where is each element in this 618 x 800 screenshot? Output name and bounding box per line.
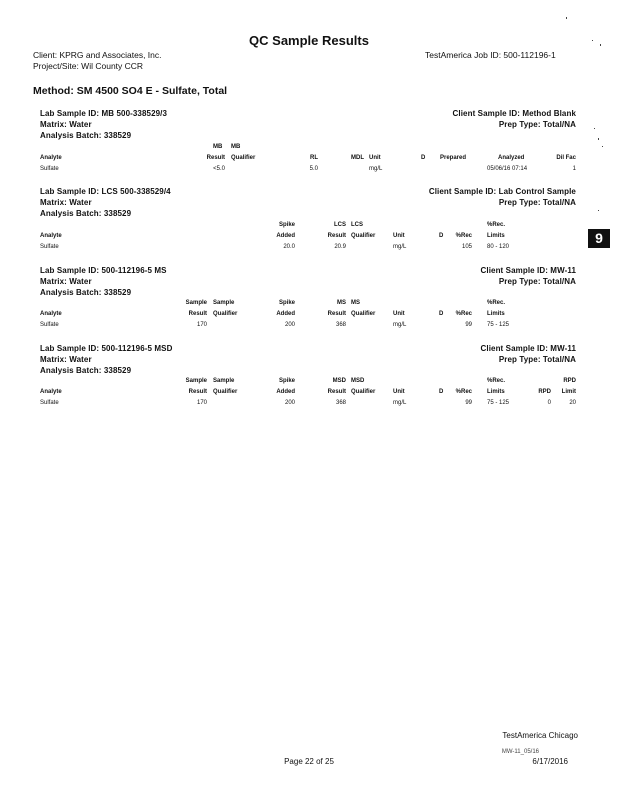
col-header: RL xyxy=(310,155,318,161)
footer-company: TestAmerica Chicago xyxy=(502,731,578,740)
lab-sample-id: Lab Sample ID: LCS 500-338529/4 xyxy=(40,187,171,196)
lab-sample-id: Lab Sample ID: 500-112196-5 MSD xyxy=(40,344,173,353)
col-header: Qualifier xyxy=(213,389,238,395)
prep-type: Prep Type: Total/NA xyxy=(498,120,576,129)
col-top: Sample xyxy=(185,300,207,306)
row-value: 368 xyxy=(335,400,346,406)
row-value: 170 xyxy=(196,400,207,406)
col-top: RPD xyxy=(563,378,576,384)
scan-speck xyxy=(598,138,599,140)
col-top: MS xyxy=(351,300,360,306)
client-name: Client: KPRG and Associates, Inc. xyxy=(33,50,162,60)
col-header: Unit xyxy=(393,233,405,239)
col-header: Analyte xyxy=(40,311,62,317)
col-header: Unit xyxy=(369,155,381,161)
row-value: 0 xyxy=(547,400,551,406)
row-value: 170 xyxy=(196,322,207,328)
section-tab-badge: 9 xyxy=(588,229,610,248)
row-value: mg/L xyxy=(393,400,407,406)
method-title: Method: SM 4500 SO4 E - Sulfate, Total xyxy=(33,85,228,97)
footer-date: 6/17/2016 xyxy=(532,757,568,766)
row-analyte: Sulfate xyxy=(40,244,59,250)
row-value: 368 xyxy=(335,322,346,328)
col-header: %Rec xyxy=(455,233,472,239)
page-title: QC Sample Results xyxy=(249,33,369,48)
col-top: Spike xyxy=(278,222,295,228)
col-header: Result xyxy=(188,311,207,317)
page-number: Page 22 of 25 xyxy=(284,757,334,766)
col-top: %Rec. xyxy=(487,378,506,384)
row-value: 05/06/16 07:14 xyxy=(487,166,528,172)
client-sample-id: Client Sample ID: Lab Control Sample xyxy=(428,187,576,196)
col-header: Analyte xyxy=(40,233,62,239)
col-top: %Rec. xyxy=(487,300,506,306)
lab-sample-id: Lab Sample ID: 500-112196-5 MS xyxy=(40,266,167,275)
col-header: Prepared xyxy=(440,155,467,161)
scan-speck xyxy=(598,210,599,211)
prep-type: Prep Type: Total/NA xyxy=(498,277,576,286)
row-value: 75 - 125 xyxy=(487,322,510,328)
row-value: mg/L xyxy=(393,322,407,328)
scan-speck xyxy=(602,146,603,147)
prep-type: Prep Type: Total/NA xyxy=(498,198,576,207)
col-header: D xyxy=(439,389,444,395)
col-top: Sample xyxy=(185,378,207,384)
col-header: RPD xyxy=(538,389,551,395)
row-value: 75 - 125 xyxy=(487,400,510,406)
col-header: Added xyxy=(276,311,295,317)
col-header: MDL xyxy=(351,155,364,161)
col-header: Unit xyxy=(393,311,405,317)
col-header: Unit xyxy=(393,389,405,395)
row-value: 99 xyxy=(465,322,472,328)
col-top: MSD xyxy=(332,378,346,384)
row-value: <5.0 xyxy=(213,166,225,172)
scan-speck xyxy=(592,40,593,41)
col-top: LCS xyxy=(351,222,363,228)
row-analyte: Sulfate xyxy=(40,166,59,172)
col-header: Added xyxy=(276,389,295,395)
row-value: 99 xyxy=(465,400,472,406)
row-value: 5.0 xyxy=(309,166,318,172)
col-top: Spike xyxy=(278,300,295,306)
col-header: Qualifier xyxy=(351,389,376,395)
col-header: Analyte xyxy=(40,389,62,395)
col-header: Result xyxy=(188,389,207,395)
client-sample-id: Client Sample ID: Method Blank xyxy=(452,109,576,118)
col-header: D xyxy=(421,155,426,161)
lab-sample-id: Lab Sample ID: MB 500-338529/3 xyxy=(40,109,168,118)
prep-type: Prep Type: Total/NA xyxy=(498,355,576,364)
row-value: 200 xyxy=(284,322,295,328)
row-value: 1 xyxy=(572,166,576,172)
row-value: mg/L xyxy=(393,244,407,250)
col-header: Result xyxy=(327,311,346,317)
col-top: MB xyxy=(231,144,241,150)
col-top: MSD xyxy=(351,378,365,384)
col-top: MS xyxy=(337,300,346,306)
col-header: Qualifier xyxy=(351,233,376,239)
row-value: mg/L xyxy=(369,166,383,172)
analysis-batch: Analysis Batch: 338529 xyxy=(40,288,132,297)
client-sample-id: Client Sample ID: MW-11 xyxy=(480,266,576,275)
matrix: Matrix: Water xyxy=(40,277,92,286)
analysis-batch: Analysis Batch: 338529 xyxy=(40,131,132,140)
scan-speck xyxy=(594,128,595,129)
matrix: Matrix: Water xyxy=(40,355,92,364)
matrix: Matrix: Water xyxy=(40,120,92,129)
row-value: 20.0 xyxy=(283,244,295,250)
scan-speck xyxy=(600,44,601,46)
row-analyte: Sulfate xyxy=(40,400,59,406)
project-site: Project/Site: Wil County CCR xyxy=(33,61,144,71)
col-header: Limit xyxy=(561,389,576,395)
scan-speck xyxy=(566,17,567,19)
col-header: Result xyxy=(327,389,346,395)
col-header: Limits xyxy=(487,233,505,239)
col-header: D xyxy=(439,233,444,239)
row-value: 20.9 xyxy=(334,244,346,250)
analysis-batch: Analysis Batch: 338529 xyxy=(40,209,132,218)
col-header: Qualifier xyxy=(351,311,376,317)
client-sample-id: Client Sample ID: MW-11 xyxy=(480,344,576,353)
col-header: Result xyxy=(206,155,225,161)
row-analyte: Sulfate xyxy=(40,322,59,328)
job-id: TestAmerica Job ID: 500-112196-1 xyxy=(425,50,556,60)
col-header: Limits xyxy=(487,389,505,395)
col-header: Limits xyxy=(487,311,505,317)
matrix: Matrix: Water xyxy=(40,198,92,207)
col-top: LCS xyxy=(334,222,346,228)
row-value: 200 xyxy=(284,400,295,406)
footer-doc-code: MW-11_05/16 xyxy=(501,749,539,755)
col-header: Result xyxy=(327,233,346,239)
col-header: Qualifier xyxy=(213,311,238,317)
row-value: 20 xyxy=(569,400,576,406)
col-header: %Rec xyxy=(455,389,472,395)
col-header: %Rec xyxy=(455,311,472,317)
col-top: Spike xyxy=(278,378,295,384)
col-header: Dil Fac xyxy=(556,155,576,161)
row-value: 105 xyxy=(461,244,472,250)
col-top: Sample xyxy=(213,300,235,306)
col-header: Added xyxy=(276,233,295,239)
col-header: Analyte xyxy=(40,155,62,161)
col-top: Sample xyxy=(213,378,235,384)
col-header: Analyzed xyxy=(498,155,525,161)
row-value: 80 - 120 xyxy=(487,244,510,250)
analysis-batch: Analysis Batch: 338529 xyxy=(40,366,132,375)
col-header: Qualifier xyxy=(231,155,256,161)
col-top: %Rec. xyxy=(487,222,506,228)
col-top: MB xyxy=(213,144,223,150)
col-header: D xyxy=(439,311,444,317)
